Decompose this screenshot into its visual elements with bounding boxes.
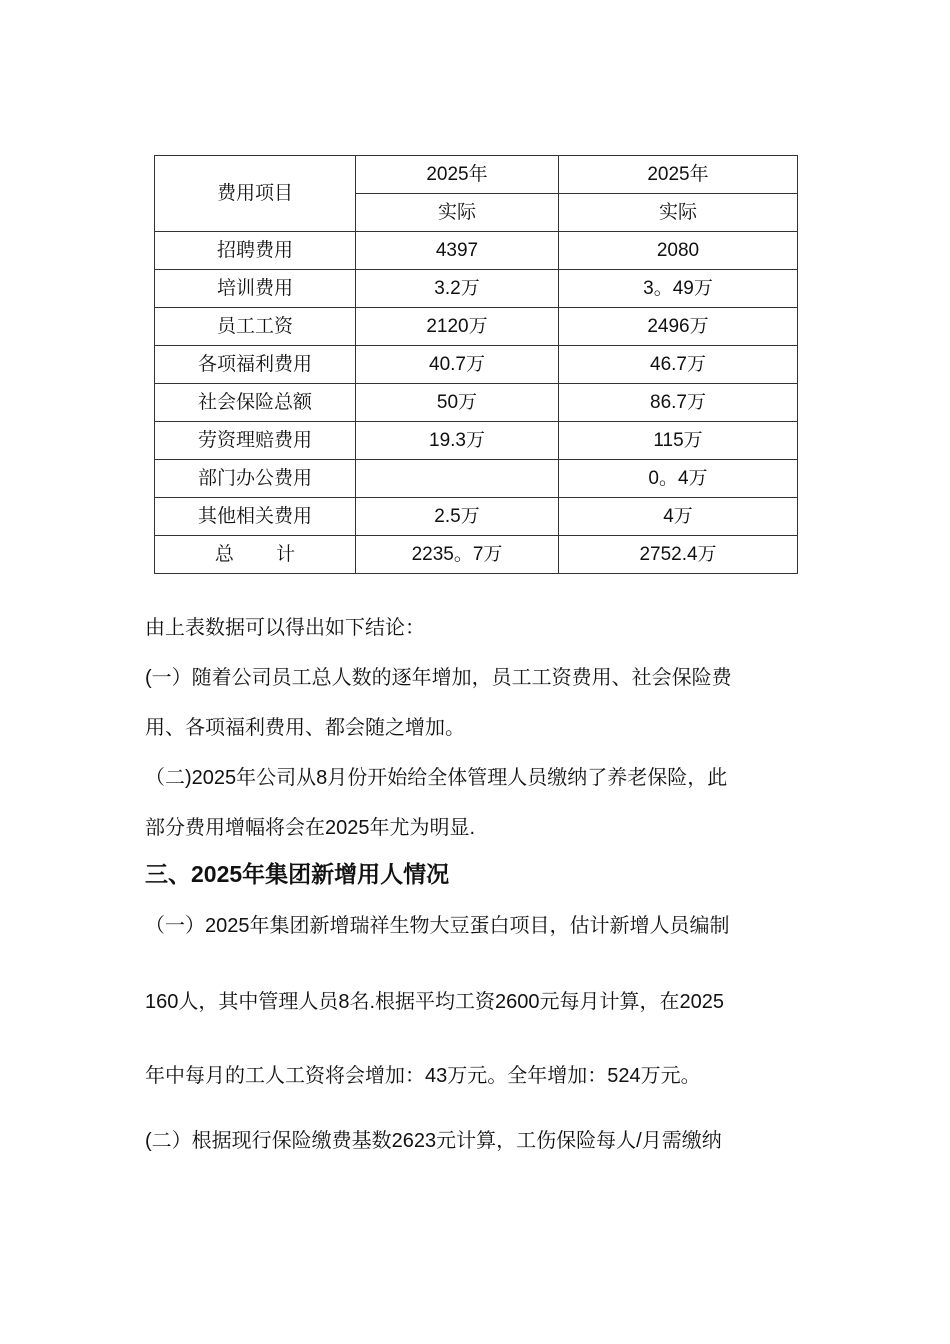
- table-row: [155, 384, 798, 422]
- row-value-1: 2235。7万: [356, 536, 559, 574]
- row-value-1: [356, 460, 559, 498]
- row-value-2: 4万: [559, 498, 798, 536]
- row-value-1: 2120万: [356, 308, 559, 346]
- row-value-1: 2.5万: [356, 498, 559, 536]
- row-item: 劳资理赔费用: [155, 422, 356, 460]
- row-value-2: 2496万: [559, 308, 798, 346]
- table-row: [155, 346, 798, 384]
- point2-line2: 部分费用增幅将会在2025年尤为明显.: [145, 817, 476, 839]
- row-item: 各项福利费用: [155, 346, 356, 384]
- conclusion-intro: 由上表数据可以得出如下结论：: [145, 617, 425, 639]
- table-row: [155, 460, 798, 498]
- row-item: 其他相关费用: [155, 498, 356, 536]
- row-value-1: 40.7万: [356, 346, 559, 384]
- row-value-2: 86.7万: [559, 384, 798, 422]
- header-col1-year: 2025年: [356, 156, 559, 194]
- header-col2-sub: 实际: [559, 194, 798, 232]
- row-item: 员工工资: [155, 308, 356, 346]
- table-total-row: [155, 536, 798, 574]
- row-item: 总 计: [155, 536, 356, 574]
- s3-point1-line1: （一）2025年集团新增瑞祥生物大豆蛋白项目，估计新增人员编制: [145, 915, 730, 937]
- point1-line1: (一）随着公司员工总人数的逐年增加，员工工资费用、社会保险费: [145, 667, 732, 689]
- row-value-1: 50万: [356, 384, 559, 422]
- row-item: 培训费用: [155, 270, 356, 308]
- row-value-2: 2752.4万: [559, 536, 798, 574]
- row-value-2: 0。4万: [559, 460, 798, 498]
- table-row: [155, 308, 798, 346]
- table-row: [155, 270, 798, 308]
- header-col2-year: 2025年: [559, 156, 798, 194]
- section3-heading: 三、2025年集团新增用人情况: [145, 861, 450, 887]
- point2-line1: （二)2025年公司从8月份开始给全体管理人员缴纳了养老保险，此: [145, 767, 728, 789]
- point1-line2: 用、各项福利费用、都会随之增加。: [145, 717, 465, 739]
- table-row: [155, 232, 798, 270]
- header-col1-sub: 实际: [356, 194, 559, 232]
- row-value-2: 2080: [559, 232, 798, 270]
- s3-point1-line2: 160人，其中管理人员8名.根据平均工资2600元每月计算，在2025: [145, 991, 725, 1013]
- row-value-2: 115万: [559, 422, 798, 460]
- table-header-row: [155, 156, 798, 194]
- row-value-1: 4397: [356, 232, 559, 270]
- row-value-1: 19.3万: [356, 422, 559, 460]
- s3-point1-line3: 年中每月的工人工资将会增加：43万元。全年增加：524万元。: [145, 1065, 701, 1087]
- s3-point2-line1: (二）根据现行保险缴费基数2623元计算，工伤保险每人/月需缴纳: [145, 1130, 722, 1152]
- row-item: 招聘费用: [155, 232, 356, 270]
- row-item: 社会保险总额: [155, 384, 356, 422]
- header-item-label: 费用项目: [155, 156, 356, 232]
- row-value-1: 3.2万: [356, 270, 559, 308]
- expense-table: [154, 155, 798, 574]
- row-value-2: 46.7万: [559, 346, 798, 384]
- table-row: [155, 422, 798, 460]
- table-row: [155, 498, 798, 536]
- row-item: 部门办公费用: [155, 460, 356, 498]
- row-value-2: 3。49万: [559, 270, 798, 308]
